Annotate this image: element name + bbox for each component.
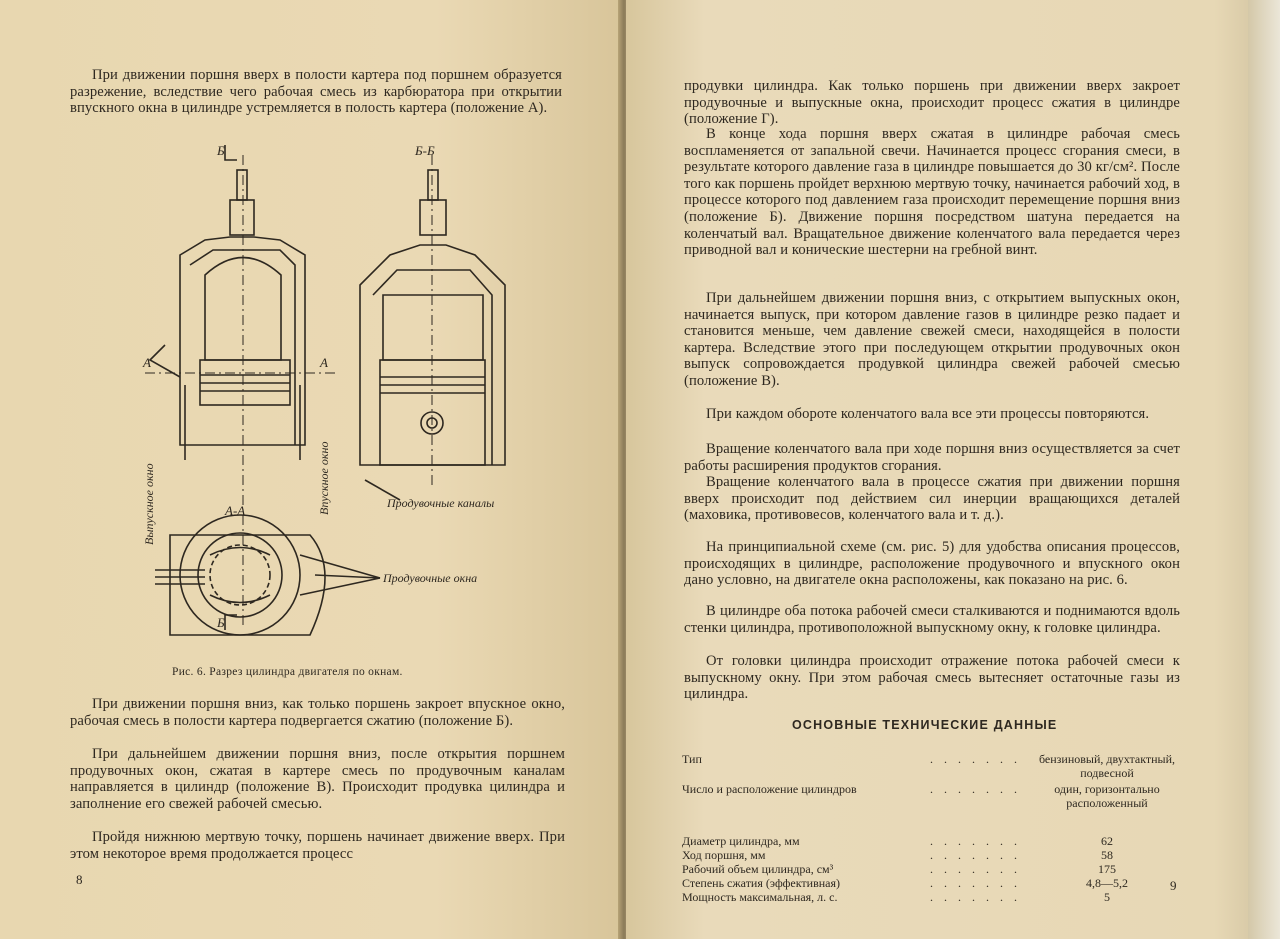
- spec-name: Тип: [682, 752, 702, 766]
- tech-data-heading: ОСНОВНЫЕ ТЕХНИЧЕСКИЕ ДАННЫЕ: [792, 718, 1058, 732]
- spec-name: Диаметр цилиндра, мм: [682, 834, 800, 848]
- right-paragraph-7: На принципиальной схеме (см. рис. 5) для удобства описания процессов, происходящих в цилиндре, расположение продувочного и впускного окон дано условно, на двигателе окна расположены, как показано на рис. 6.: [684, 539, 1180, 589]
- right-paragraph-1: продувки цилиндра. Как только поршень при движении вверх закроет продувочные и выпускные окна, происходит процесс сжатия в цилиндре (положение Г).: [684, 78, 1180, 128]
- spec-row: [682, 876, 1182, 890]
- section-b-label-bottom: Б: [217, 615, 225, 630]
- purge-channels-label: Продувочные каналы: [387, 496, 495, 510]
- section-a-label-right: А: [320, 355, 328, 370]
- spec-dots: . . . . . . .: [930, 782, 1021, 796]
- cylinder-section-figure: [125, 145, 520, 645]
- page-number-left: 8: [76, 872, 83, 887]
- page-edge: [1248, 0, 1280, 939]
- left-paragraph-2: При движении поршня вниз, как только поршень закроет впускное окно, рабочая смесь в полости картера подвергается сжатию (положение Б).: [70, 696, 565, 729]
- left-paragraph-1: При движении поршня вверх в полости картера под поршнем образуется разрежение, вследствие чего рабочая смесь из карбюратора при открытии впускного окна в цилиндре устремляется в полость картера (положение А).: [70, 67, 562, 117]
- spec-value: один, горизонтально расположенный: [1054, 782, 1160, 810]
- spec-dots: . . . . . . .: [930, 876, 1021, 890]
- right-paragraph-4: При каждом обороте коленчатого вала все эти процессы повторяются.: [706, 406, 1150, 422]
- spec-name: Степень сжатия (эффективная): [682, 876, 841, 890]
- section-b-label-top: Б: [217, 143, 225, 158]
- spec-value: 62: [1101, 834, 1113, 848]
- left-page: [0, 0, 622, 939]
- spec-row: [682, 862, 1182, 876]
- spec-dots: . . . . . . .: [930, 752, 1021, 766]
- intake-window-label: Впускное окно: [317, 441, 331, 515]
- spec-dots: . . . . . . .: [930, 848, 1021, 862]
- spec-name: Рабочий объем цилиндра, см³: [682, 862, 834, 876]
- spec-row: [682, 890, 1182, 904]
- spec-name: Число и расположение цилиндров: [682, 782, 857, 796]
- spec-dots: . . . . . . .: [930, 890, 1021, 904]
- spec-value: бензиновый, двухтактный, подвесной: [1038, 752, 1176, 780]
- figure-caption: Рис. 6. Разрез цилиндра двигателя по окнам.: [172, 666, 403, 678]
- right-paragraph-6: Вращение коленчатого вала в процессе сжатия при движении поршня вверх происходит под действием сил инерции вращающихся деталей (маховика, противовесов, коленчатого вала и т. д.).: [684, 474, 1180, 524]
- spec-name: Мощность максимальная, л. с.: [682, 890, 838, 904]
- spec-table: [682, 752, 1182, 904]
- spec-value: 175: [1098, 862, 1116, 876]
- spec-row: [682, 848, 1182, 862]
- right-paragraph-2: В конце хода поршня вверх сжатая в цилиндре рабочая смесь воспламеняется от запальной свечи. Начинается процесс сгорания смеси, в результате которого давление газа в цилиндре повышается до 30 кг/см². После того как поршень пройдет верхнюю мертвую точку, начинается рабочий ход, в процессе которого под давлением газа происходит перемещение поршня вниз (положение Б). Движение поршня посредством шатуна передается на коленчатый вал. Вращательное движение коленчатого вала передается через приводной вал и конические шестерни на гребной винт.: [684, 126, 1180, 259]
- spec-dots: . . . . . . .: [930, 862, 1021, 876]
- section-bb-label: Б-Б: [415, 143, 435, 158]
- spec-dots: . . . . . . .: [930, 834, 1021, 848]
- spec-row: [682, 782, 1182, 834]
- spec-row: [682, 834, 1182, 848]
- spec-value: 58: [1101, 848, 1113, 862]
- spec-row: [682, 752, 1182, 782]
- cylinder-diagram: [125, 145, 520, 645]
- spec-value: 5: [1104, 890, 1110, 904]
- right-paragraph-3: При дальнейшем движении поршня вниз, с открытием выпускных окон, начинается выпуск, при котором давление газов в цилиндре резко падает и становится меньше, чем давление свежей смеси, находящейся в полости картера. Вследствие этого при последующем открытии продувочных окон выпуск сопровождается продувкой цилиндра свежей рабочей смесью (положение В).: [684, 290, 1180, 389]
- right-paragraph-9: От головки цилиндра происходит отражение потока рабочей смеси к выпускному окну. При этом рабочая смесь вытесняет остаточные газы из цилиндра.: [684, 653, 1180, 703]
- section-a-label-left: А: [143, 355, 151, 370]
- spec-value: 4,8—5,2: [1086, 876, 1128, 890]
- page-number-right: 9: [1170, 878, 1177, 893]
- section-aa-label: А-А: [225, 503, 246, 518]
- exhaust-window-label: Выпускное окно: [142, 463, 156, 545]
- spec-name: Ход поршня, мм: [682, 848, 766, 862]
- left-paragraph-4: Пройдя нижнюю мертвую точку, поршень начинает движение вверх. При этом некоторое время продолжается процесс: [70, 829, 565, 862]
- left-paragraph-3: При дальнейшем движении поршня вниз, после открытия поршнем продувочных окон, сжатая в картере смесь по продувочным каналам направляется в цилиндр (положение В). Происходит продувка цилиндра и заполнение его свежей рабочей смесью.: [70, 746, 565, 812]
- right-paragraph-5: Вращение коленчатого вала при ходе поршня вниз осуществляется за счет работы расширения продуктов сгорания.: [684, 441, 1180, 474]
- right-paragraph-8: В цилиндре оба потока рабочей смеси сталкиваются и поднимаются вдоль стенки цилиндра, противоположной выпускному окну, к головке цилиндра.: [684, 603, 1180, 636]
- purge-windows-label: Продувочные окна: [383, 571, 478, 585]
